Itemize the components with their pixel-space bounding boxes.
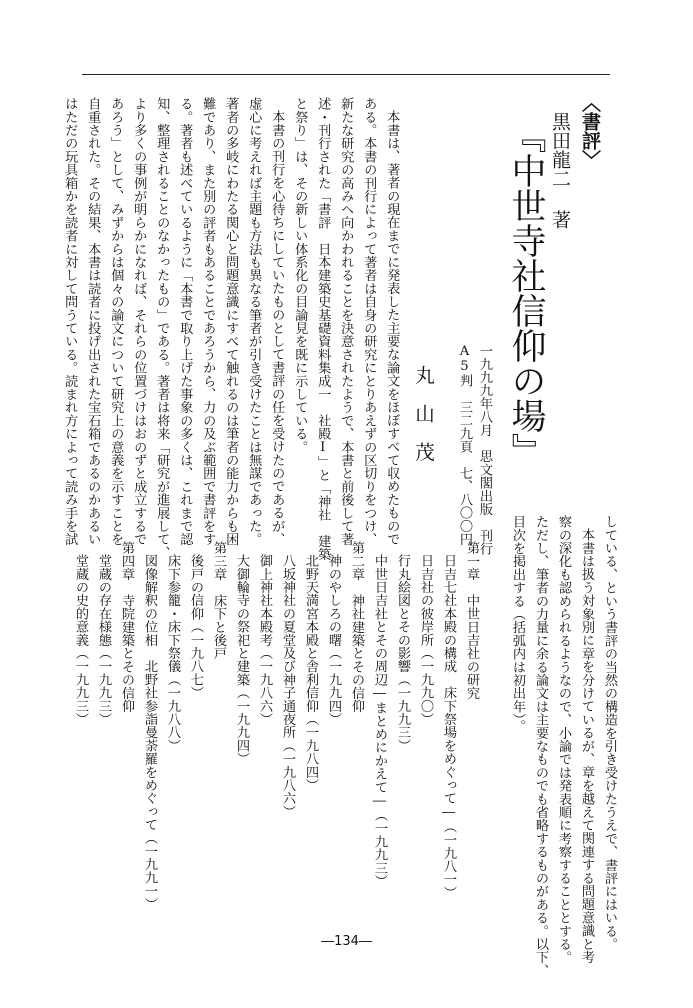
body-line: る。著者も述べているように「本書で取り上げた事象の多くは、これまで認 [177, 97, 193, 546]
toc-item: 中世日吉社とその周辺―まとめにかえて―（一九九三） [372, 554, 387, 888]
toc-item: 図像解釈の位相 北野社参詣曼荼羅をめぐって（一九九一） [142, 554, 157, 911]
body-line: 自重された。その結果、本書は読者に投げ出された宝石箱であるのかあるい [85, 97, 101, 546]
page-number: ―134― [321, 934, 372, 949]
toc-item: 日吉社の彼岸所（一九九〇） [418, 554, 433, 726]
body-line: 難であり、また別の評者もあることであろうから、力の及ぶ範囲で書評をす [200, 97, 216, 546]
body-line: 虚心に考えれば主題も方法も異なる筆者が引き受けたことは無謀であった。 [246, 97, 262, 546]
section-heading: 〈書評〉 [579, 93, 601, 169]
toc-item: 堂蔵の存在様態（一九九三） [96, 554, 111, 726]
body-line: より多くの事例が明らかになれば、それらの位置づけはおのずと成立するで [131, 97, 147, 546]
toc-chapter: 第二章 神社建築とその信仰 [349, 541, 364, 713]
body-line: 察の深化も認められるようなので、小論では発表順に考察することとする。 [556, 515, 571, 964]
toc-item: 後戸の信仰（一九八七） [188, 554, 203, 700]
header-rule [82, 74, 610, 75]
body-line: している、という書評の当然の構造を引き受けたうえで、書評にはいる。 [602, 515, 617, 951]
toc-item: 大御輪寺の祭祀と建築（一九九四） [234, 554, 249, 766]
book-title: 『中世寺社信仰の場』 [506, 118, 546, 468]
body-line: はただの玩具箱かを読者に対して問うている。読まれ方によって読み手を試 [62, 97, 78, 546]
toc-item: 床下参籠・床下祭儀（一九八八） [165, 554, 180, 752]
body-line: 本書の刊行を心待ちにしていたものとして書評の任を受けたのであるが、 [269, 110, 285, 546]
body-line: と祭り」は、その新しい体系化の目論見を既に示している。 [292, 97, 308, 454]
toc-item: 御上神社本殿考（一九八六） [257, 554, 272, 726]
body-line: ただし、筆者の力量に余る論文は主要なものでも省略するものがある。以下、 [533, 515, 548, 977]
body-line: 述・刊行された「書評 日本建築史基礎資料集成一 社殿Ⅰ」と「神社 建築 [315, 97, 331, 561]
toc-item: 日吉七社本殿の構成 床下祭場をめぐって―（一九八一） [441, 554, 456, 899]
toc-item: 北野天満宮本殿と舎利信仰（一九八四） [303, 554, 318, 792]
toc-chapter: 第三章 床下と後戸 [211, 541, 226, 660]
toc-item: 八坂神社の夏堂及び神子通夜所（一九八六） [280, 554, 295, 818]
body-line: 知、整理されることのなかったもの」である。著者は将来「研究が進展して、 [154, 97, 170, 559]
body-line: ある。本書の刊行によって著者は自身の研究にとりあえずの区切りをつけ、 [361, 97, 377, 546]
body-line: 新たな研究の高みへ向かわれることを決意されたようで、本書と前後して著 [338, 97, 354, 546]
body-line: 目次を掲出する（括弧内は初出年）。 [510, 515, 525, 733]
toc-chapter: 第一章 中世日吉社の研究 [464, 541, 479, 700]
toc-item: 堂蔵の史的意義（一九九三） [73, 554, 88, 726]
body-line: あろう」として、みずからは個々の論文について研究上の意義を示すことを [108, 97, 124, 546]
book-author: 黒田龍二 著 [549, 112, 571, 229]
reviewer-name: 丸山茂 [412, 365, 435, 481]
body-line: 本書は、著者の現在までに発表した主要な論文をほぼすべて収めたもので [384, 110, 400, 546]
publication-info: 一九九九年八月 思文閣出版 刊行 [477, 344, 492, 556]
body-line: 著者の多岐にわたる関心と問題意識にすべて触れるのは筆者の能力からも困 [223, 97, 239, 546]
toc-chapter: 第四章 寺院建築とその信仰 [119, 541, 134, 713]
format-price: A5判 三二九頁 七、八〇〇円 [457, 344, 472, 546]
body-line: 本書は扱う対象別に章を分けているが、章を越えて関連する問題意識と考 [579, 528, 594, 964]
toc-item: 行丸絵図とその影響（一九九三） [395, 554, 410, 752]
toc-item: 神のやしろの曙（一九九四） [326, 554, 341, 726]
